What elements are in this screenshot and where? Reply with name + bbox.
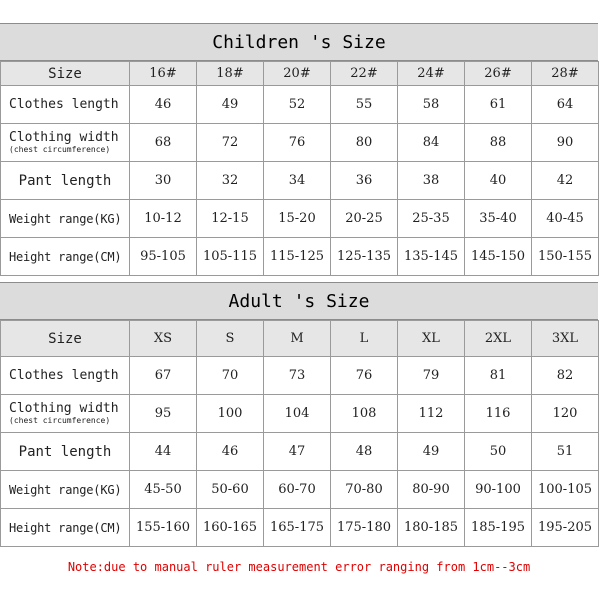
- measurement-note: Note:due to manual ruler measurement error ranging from 1cm--3cm: [67, 560, 531, 574]
- table-cell: 58: [398, 86, 465, 124]
- row-label: Pant length: [1, 433, 130, 471]
- table-cell: 44: [130, 433, 197, 471]
- row-label-main: Clothing width: [9, 401, 119, 416]
- table-cell: 42: [532, 162, 599, 200]
- table-cell: 195-205: [532, 509, 599, 547]
- table-cell: 35-40: [465, 200, 532, 238]
- table-cell: 108: [331, 395, 398, 433]
- table-cell: 20-25: [331, 200, 398, 238]
- table-cell: 90: [532, 124, 599, 162]
- table-row: [1, 433, 599, 471]
- row-label: [1, 395, 130, 433]
- table-row: [1, 509, 599, 547]
- table-cell: 72: [197, 124, 264, 162]
- table-row: [1, 357, 599, 395]
- row-label: [1, 124, 130, 162]
- table-cell: 67: [130, 357, 197, 395]
- row-label-main: Clothing width: [9, 130, 119, 145]
- table-cell: 160-165: [197, 509, 264, 547]
- children-size-col: 28#: [532, 62, 599, 86]
- table-row: [1, 200, 599, 238]
- table-cell: 49: [197, 86, 264, 124]
- table-cell: 47: [264, 433, 331, 471]
- size-header-label: Size: [1, 321, 130, 357]
- children-header-row: [1, 62, 599, 86]
- table-cell: 45-50: [130, 471, 197, 509]
- table-cell: 50: [465, 433, 532, 471]
- table-cell: 40: [465, 162, 532, 200]
- table-cell: 104: [264, 395, 331, 433]
- size-header-label: Size: [1, 62, 130, 86]
- children-size-col: 20#: [264, 62, 331, 86]
- row-label: Pant length: [1, 162, 130, 200]
- adult-size-col: XL: [398, 321, 465, 357]
- adult-size-col: 2XL: [465, 321, 532, 357]
- table-cell: 180-185: [398, 509, 465, 547]
- table-cell: 60-70: [264, 471, 331, 509]
- table-cell: 125-135: [331, 238, 398, 276]
- table-cell: 32: [197, 162, 264, 200]
- table-cell: 76: [331, 357, 398, 395]
- table-cell: 12-15: [197, 200, 264, 238]
- size-chart: [0, 23, 600, 587]
- children-size-table: [0, 61, 599, 276]
- table-cell: 175-180: [331, 509, 398, 547]
- table-cell: 150-155: [532, 238, 599, 276]
- table-cell: 84: [398, 124, 465, 162]
- table-cell: 79: [398, 357, 465, 395]
- table-cell: 100-105: [532, 471, 599, 509]
- table-cell: 70-80: [331, 471, 398, 509]
- table-cell: 73: [264, 357, 331, 395]
- table-cell: 95: [130, 395, 197, 433]
- table-row: [1, 162, 599, 200]
- table-row: [1, 86, 599, 124]
- table-row: [1, 238, 599, 276]
- adult-size-col: XS: [130, 321, 197, 357]
- table-cell: 90-100: [465, 471, 532, 509]
- table-cell: 80-90: [398, 471, 465, 509]
- row-label: Weight range(KG): [1, 471, 130, 509]
- table-cell: 155-160: [130, 509, 197, 547]
- table-cell: 15-20: [264, 200, 331, 238]
- table-cell: 40-45: [532, 200, 599, 238]
- row-label: Height range(CM): [1, 509, 130, 547]
- adult-size-title: Adult 's Size: [0, 282, 598, 320]
- table-cell: 38: [398, 162, 465, 200]
- table-cell: 145-150: [465, 238, 532, 276]
- table-cell: 100: [197, 395, 264, 433]
- table-cell: 30: [130, 162, 197, 200]
- table-cell: 34: [264, 162, 331, 200]
- table-cell: 51: [532, 433, 599, 471]
- table-cell: 115-125: [264, 238, 331, 276]
- table-cell: 112: [398, 395, 465, 433]
- row-label-sub: (chest circumference): [9, 145, 111, 154]
- row-label: Height range(CM): [1, 238, 130, 276]
- table-cell: 185-195: [465, 509, 532, 547]
- table-row: [1, 471, 599, 509]
- children-size-title: Children 's Size: [0, 23, 598, 61]
- children-size-col: 26#: [465, 62, 532, 86]
- adult-size-col: S: [197, 321, 264, 357]
- table-cell: 36: [331, 162, 398, 200]
- table-cell: 80: [331, 124, 398, 162]
- table-cell: 165-175: [264, 509, 331, 547]
- table-cell: 46: [130, 86, 197, 124]
- table-cell: 68: [130, 124, 197, 162]
- table-cell: 25-35: [398, 200, 465, 238]
- table-cell: 135-145: [398, 238, 465, 276]
- adult-header-row: [1, 321, 599, 357]
- table-cell: 81: [465, 357, 532, 395]
- table-cell: 64: [532, 86, 599, 124]
- children-size-col: 18#: [197, 62, 264, 86]
- children-size-col: 24#: [398, 62, 465, 86]
- table-cell: 70: [197, 357, 264, 395]
- row-label: Clothes length: [1, 86, 130, 124]
- row-label: Weight range(KG): [1, 200, 130, 238]
- table-cell: 116: [465, 395, 532, 433]
- adult-size-col: M: [264, 321, 331, 357]
- table-cell: 82: [532, 357, 599, 395]
- table-cell: 95-105: [130, 238, 197, 276]
- table-cell: 55: [331, 86, 398, 124]
- table-row: [1, 395, 599, 433]
- table-cell: 88: [465, 124, 532, 162]
- table-cell: 52: [264, 86, 331, 124]
- table-cell: 50-60: [197, 471, 264, 509]
- table-row: [1, 124, 599, 162]
- adult-size-col: 3XL: [532, 321, 599, 357]
- table-cell: 120: [532, 395, 599, 433]
- children-size-col: 22#: [331, 62, 398, 86]
- row-label: Clothes length: [1, 357, 130, 395]
- adult-size-col: L: [331, 321, 398, 357]
- row-label-sub: (chest circumference): [9, 416, 111, 425]
- children-size-col: 16#: [130, 62, 197, 86]
- table-cell: 105-115: [197, 238, 264, 276]
- table-cell: 10-12: [130, 200, 197, 238]
- table-cell: 49: [398, 433, 465, 471]
- table-cell: 48: [331, 433, 398, 471]
- adult-size-table: [0, 320, 599, 547]
- table-cell: 61: [465, 86, 532, 124]
- table-cell: 76: [264, 124, 331, 162]
- table-cell: 46: [197, 433, 264, 471]
